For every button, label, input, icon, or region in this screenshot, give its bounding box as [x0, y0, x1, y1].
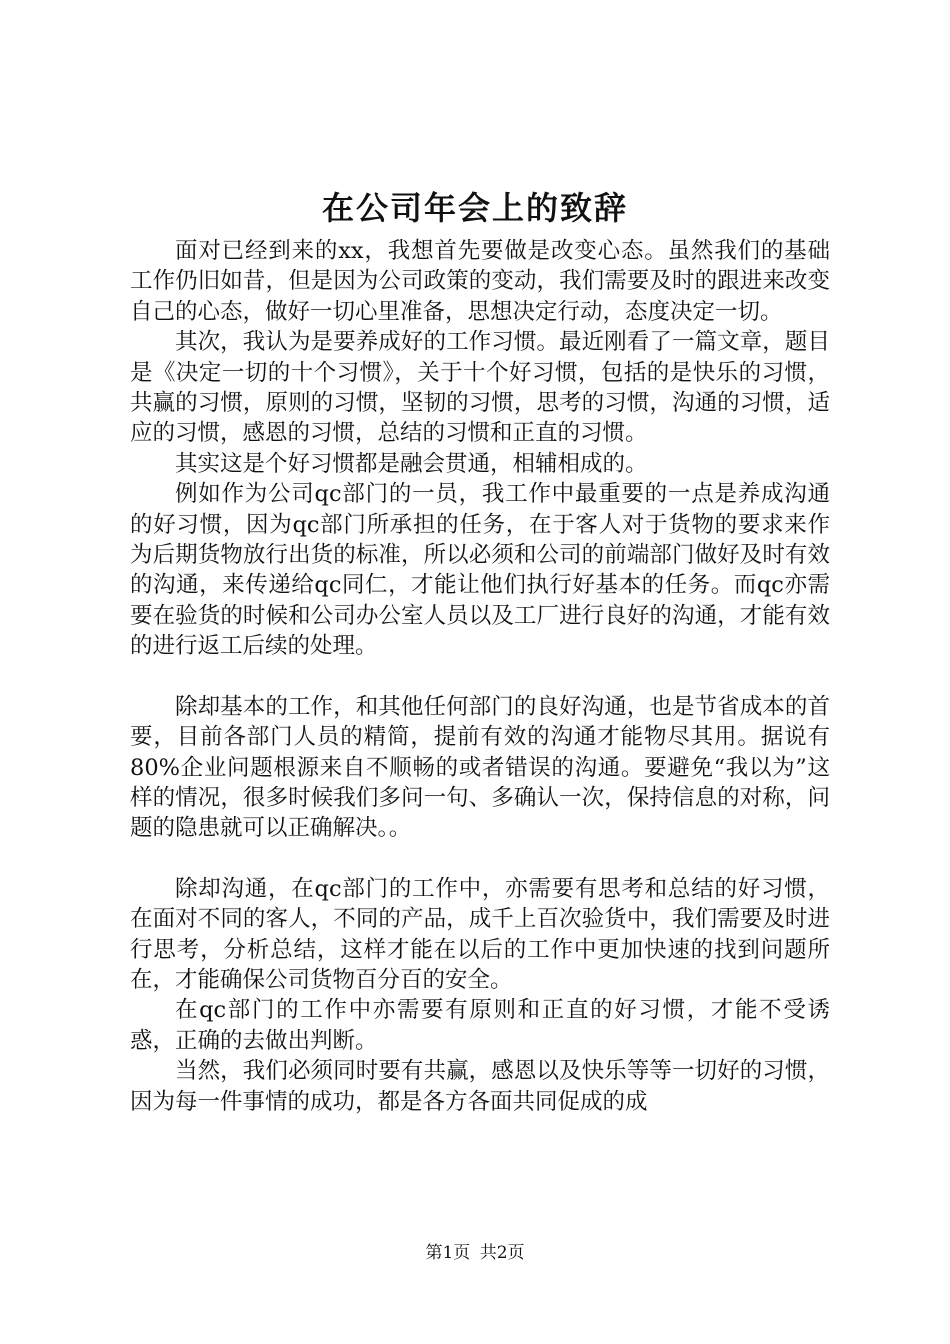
page-number: 第1页 — [425, 1243, 471, 1263]
paragraph: 面对已经到来的xx，我想首先要做是改变心态。虽然我们的基础工作仍旧如昔，但是因为公司政策的变动，我们需要及时的跟进来改变自己的心态，做好一切心里准备，思想决定行动，态度决定一切。 — [130, 238, 830, 325]
document-body — [130, 236, 830, 1117]
paragraph: 其实这是个好习惯都是融会贯通，相辅相成的。 — [175, 450, 648, 477]
paragraph: 当然，我们必须同时要有共赢，感恩以及快乐等等一切好的习惯，因为每一件事情的成功，都是各方各面共同促成的成 — [130, 1058, 830, 1115]
paragraph: 其次，我认为是要养成好的工作习惯。最近刚看了一篇文章，题目是《决定一切的十个习惯》，关于十个好习惯，包括的是快乐的习惯，共赢的习惯，原则的习惯，坚韧的习惯，思考的习惯，沟通的习惯，适应的习惯，感恩的习惯，总结的习惯和正直的习惯。 — [130, 329, 830, 447]
paragraph: 例如作为公司qc部门的一员，我工作中最重要的一点是养成沟通的好习惯，因为qc部门所承担的任务，在于客人对于货物的要求来作为后期货物放行出货的标准，所以必须和公司的前端部门做好及时有效的沟通，来传递给qc同仁，才能让他们执行好基本的任务。而qc亦需要在验货的时候和公司办公室人员以及工厂进行良好的沟通，才能有效的进行返工后续的处理。 — [130, 481, 830, 660]
paragraph: 除却沟通，在qc部门的工作中，亦需要有思考和总结的好习惯，在面对不同的客人，不同的产品，成千上百次验货中，我们需要及时进行思考，分析总结，这样才能在以后的工作中更加快速的找到问题所在，才能确保公司货物百分百的安全。 — [130, 875, 830, 993]
paragraph-spacer — [130, 662, 830, 692]
document-title: 在公司年会上的致辞 — [321, 189, 628, 227]
page-total: 共2页 — [479, 1243, 525, 1263]
paragraph-spacer — [130, 844, 830, 874]
paragraph: 在qc部门的工作中亦需要有原则和正直的好习惯，才能不受诱惑，正确的去做出判断。 — [130, 997, 830, 1054]
paragraph: 除却基本的工作，和其他任何部门的良好沟通，也是节省成本的首要，目前各部门人员的精简，提前有效的沟通才能物尽其用。据说有80%企业问题根源来自不顺畅的或者错误的沟通。要避免“我以为”这样的情况，很多时候我们多问一句、多确认一次，保持信息的对称，问题的隐患就可以正确解决。。 — [130, 693, 830, 842]
page-footer — [0, 1242, 950, 1264]
